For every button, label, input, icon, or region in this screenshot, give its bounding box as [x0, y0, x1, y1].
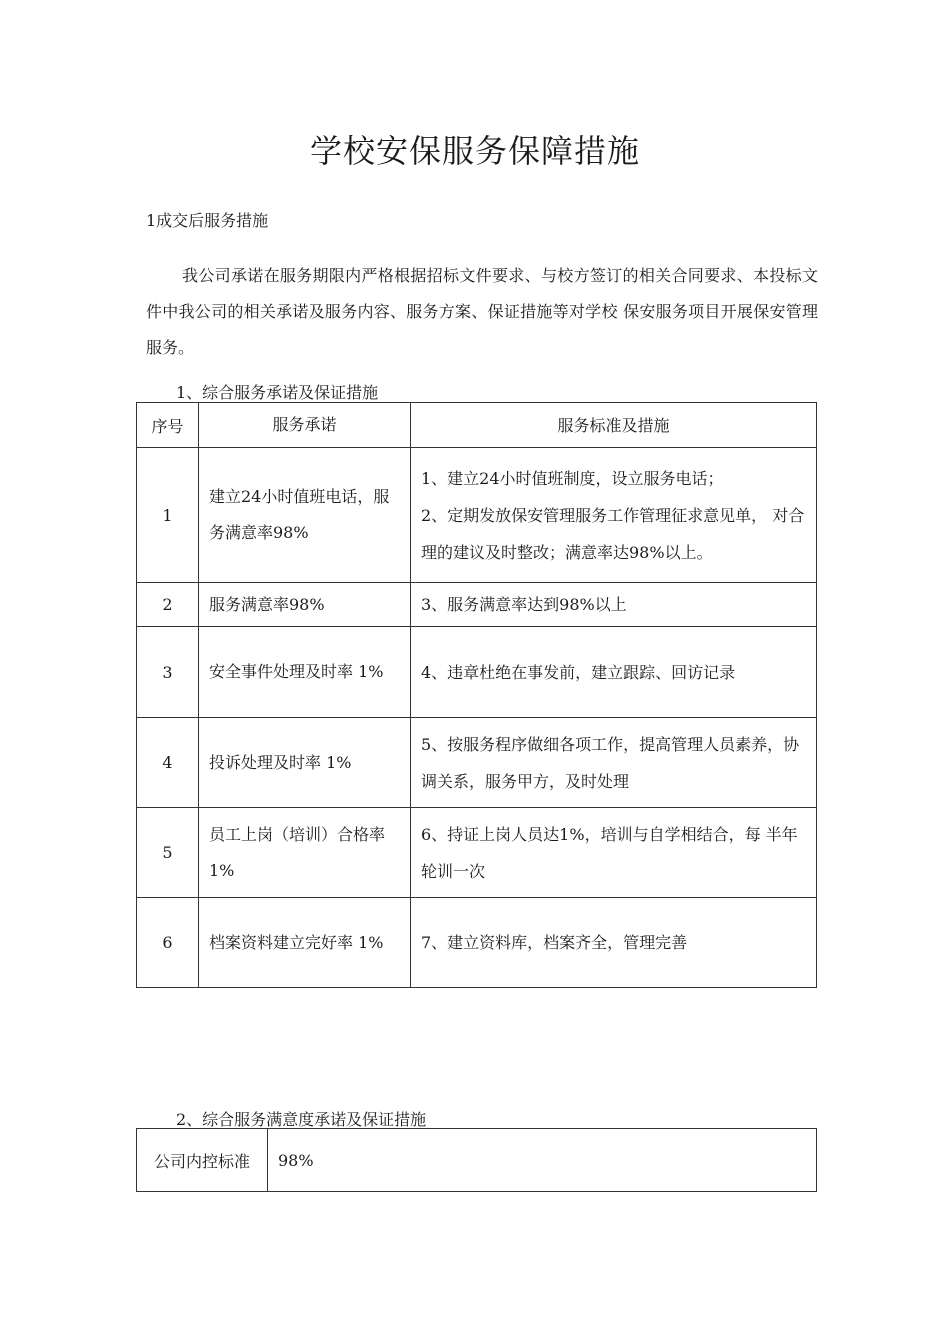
row-no: 6 — [137, 898, 199, 988]
row-measures — [411, 808, 817, 898]
measure-line: 1、建立24小时值班制度，设立服务电话； — [421, 468, 724, 488]
standard-value: 98% — [268, 1129, 817, 1192]
subsection-heading-2: 2、综合服务满意度承诺及保证措施 — [176, 1110, 427, 1129]
row-no: 2 — [137, 583, 199, 627]
row-commitment: 档案资料建立完好率 1% — [199, 898, 411, 988]
row-no: 3 — [137, 627, 199, 718]
row-measures — [411, 718, 817, 808]
measure-line: 3、服务满意率达到98%以上 — [421, 595, 627, 614]
header-no: 序号 — [137, 403, 199, 448]
intro-paragraph: 我公司承诺在服务期限内严格根据招标文件要求、与校方签订的相关合同要求、本投标文件中我公司的相关承诺及服务内容、服务方案、保证措施等对学校 保安服务项目开展保安管理服务。 — [146, 266, 818, 357]
header-commitment: 服务承诺 — [199, 403, 411, 448]
table-row — [137, 627, 817, 718]
section-heading: 1成交后服务措施 — [146, 211, 269, 230]
standard-label: 公司内控标准 — [137, 1129, 268, 1192]
table-row — [137, 583, 817, 627]
table-row — [137, 898, 817, 988]
row-no: 4 — [137, 718, 199, 808]
row-commitment: 员工上岗（培训）合格率1% — [199, 808, 411, 898]
row-no: 5 — [137, 808, 199, 898]
row-measures — [411, 448, 817, 583]
row-measures — [411, 627, 817, 718]
measure-line: 4、违章杜绝在事发前，建立跟踪、回访记录 — [421, 662, 736, 682]
row-commitment: 安全事件处理及时率 1% — [199, 627, 411, 718]
row-measures — [411, 898, 817, 988]
measure-line: 6、持证上岗人员达1%，培训与自学相结合，每 半年轮训一次 — [421, 824, 798, 881]
measure-line: 2、定期发放保安管理服务工作管理征求意见单， 对合理的建议及时整改；满意率达98%以上。 — [421, 505, 805, 562]
row-commitment: 投诉处理及时率 1% — [199, 718, 411, 808]
page-title: 学校安保服务保障措施 — [309, 132, 640, 170]
subsection-heading-1: 1、综合服务承诺及保证措施 — [176, 383, 379, 402]
row-no: 1 — [137, 448, 199, 583]
table-row — [137, 448, 817, 583]
header-measures: 服务标准及措施 — [411, 403, 817, 448]
satisfaction-table — [136, 1128, 817, 1192]
commitment-table — [136, 402, 817, 988]
table-row — [137, 808, 817, 898]
table-header-row — [137, 403, 817, 448]
table-row — [137, 1129, 817, 1192]
table-row — [137, 718, 817, 808]
row-measures — [411, 583, 817, 627]
row-commitment: 建立24小时值班电话，服务满意率98% — [199, 448, 411, 583]
measure-line: 5、按服务程序做细各项工作，提高管理人员素养，协调关系，服务甲方，及时处理 — [421, 734, 800, 791]
row-commitment: 服务满意率98% — [199, 583, 411, 627]
measure-line: 7、建立资料库，档案齐全，管理完善 — [421, 933, 688, 952]
